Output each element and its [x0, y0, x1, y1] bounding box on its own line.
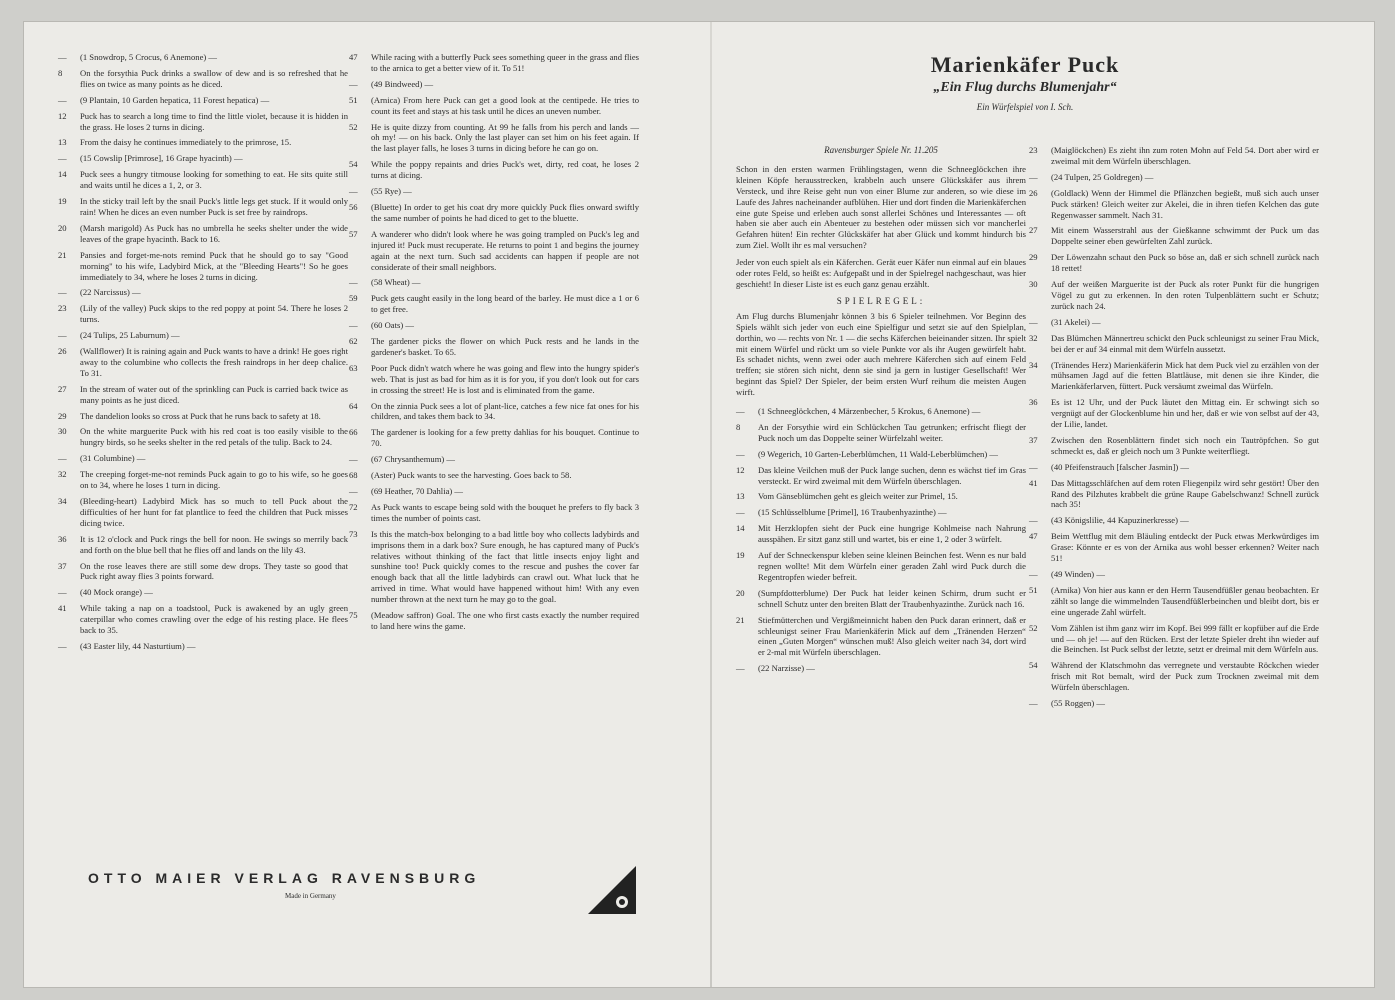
entry-number: 73 — [349, 528, 358, 539]
entry-text: (49 Winden) — — [1051, 569, 1105, 579]
entry-text: An der Forsythie wird ein Schlückchen Tau getrunken; erfrischt fliegt der Puck noch um das Doppelte seiner Würfelzahl weiter. — [758, 421, 1026, 443]
entry-text: From the daisy he continues immediately to the primrose, 15. — [80, 137, 292, 148]
game-subtitle: „Ein Flug durchs Blumenjahr“ — [933, 80, 1117, 95]
entry-number: 57 — [349, 228, 358, 239]
rule-entry — [58, 384, 348, 406]
rule-entry — [349, 229, 639, 273]
rule-entry — [1029, 435, 1319, 457]
entry-text: (58 Wheat) — — [371, 277, 421, 288]
entry-number: 37 — [1029, 434, 1038, 445]
entry-number: 37 — [58, 560, 67, 571]
rule-entry — [1029, 333, 1319, 355]
series-number: Ravensburger Spiele Nr. 11.205 — [824, 145, 938, 155]
rule-entry — [58, 52, 348, 63]
entry-number: — — [1029, 461, 1038, 472]
entry-text: A wanderer who didn't look where he was going trampled on Puck's leg and injured it! Puck must recuperate. He returns to point 1 and begins the journey again at the next turn. Such sad accidents can happen if people are not considerate of their small neighbors. — [371, 228, 639, 272]
entry-number: 27 — [58, 383, 67, 394]
rule-entry — [1029, 585, 1319, 618]
entry-text: Pansies and forget-me-nots remind Puck that he should go to say "Good morning" to his wife, Ladybird Mick, at the "Bleeding Hearts"! So he goes immediately to 34, where he loses 2 turns in dicing. — [80, 249, 348, 282]
entry-number: — — [349, 186, 358, 197]
entry-number: 21 — [736, 614, 745, 625]
rule-entry — [1029, 317, 1319, 328]
game-title: Marienkäfer Puck — [930, 52, 1120, 77]
rule-entry — [1029, 660, 1319, 693]
entry-number: 54 — [349, 159, 358, 170]
entry-number: 12 — [58, 110, 67, 121]
entry-number: — — [58, 330, 67, 341]
rule-entry — [736, 663, 1026, 674]
entry-number: 51 — [1029, 584, 1038, 595]
entry-text: Das kleine Veilchen muß der Puck lange suchen, denn es wächst tief im Gras versteckt. Er wird zweimal mit dem Würfeln überschlagen. — [758, 464, 1026, 486]
rule-entry — [1029, 623, 1319, 656]
entry-number: 20 — [736, 587, 745, 598]
entry-text: Der Löwenzahn schaut den Puck so böse an, daß er sich schnell zurück nach 18 rettet! — [1051, 252, 1319, 274]
entry-number: 19 — [58, 196, 67, 207]
entry-number: 27 — [1029, 225, 1038, 236]
entry-text: (43 Easter lily, 44 Nasturtium) — — [80, 640, 196, 651]
rule-entry — [349, 122, 639, 155]
entry-text: (55 Roggen) — — [1051, 698, 1105, 709]
entry-number: — — [1029, 515, 1038, 526]
entry-text: Poor Puck didn't watch where he was going and flew into the hungry spider's web. That is just as bad for him as it is for you, if you don't look out for cars in crossing the street! He is lost and is eliminated from the game. — [371, 362, 639, 395]
entry-text: (60 Oats) — — [371, 320, 414, 331]
rule-entry — [349, 202, 639, 224]
entry-number: 51 — [349, 94, 358, 105]
entry-number: — — [349, 454, 358, 465]
rule-entry — [1029, 531, 1319, 564]
entry-text: While the poppy repaints and dries Puck's wet, dirty, red coat, he loses 2 turns at dicing. — [371, 159, 639, 181]
entry-number: — — [58, 153, 67, 164]
rule-entry — [1029, 188, 1319, 221]
entry-text: (1 Schneeglöckchen, 4 Märzenbecher, 5 Krokus, 6 Anemone) — — [758, 406, 981, 417]
entry-text: While taking a nap on a toadstool, Puck is awakened by an ugly green caterpillar who comes crawling over the edge of his resting place. He flees back to 35. — [80, 603, 348, 636]
entry-text: The dandelion looks so cross at Puck that he runs back to safety at 18. — [80, 410, 321, 421]
entry-text: It is 12 o'clock and Puck rings the bell for noon. He swings so merrily back and forth on the blue bell that he flies off and lands on the lily 43. — [80, 533, 348, 555]
entry-text: Puck gets caught easily in the long beard of the barley. He must dice a 1 or 6 to get free. — [371, 293, 639, 315]
entry-text: (22 Narzisse) — — [758, 663, 815, 674]
entry-text: (9 Wegerich, 10 Garten-Leberblümchen, 11 Wald-Leberblümchen) — — [758, 448, 998, 459]
entry-number: 54 — [1029, 660, 1038, 671]
ravensburger-logo-icon — [586, 864, 638, 916]
rule-entry — [736, 491, 1026, 502]
rule-entry — [58, 196, 348, 218]
rule-entry — [58, 561, 348, 583]
entry-text: On the forsythia Puck drinks a swallow of dew and is so refreshed that he flies on twice as many points as he diced. — [80, 67, 348, 89]
rule-entry — [349, 502, 639, 524]
rule-entry — [349, 52, 639, 74]
entry-text: Zwischen den Rosenblättern findet sich noch ein Tautröpfchen. So gut schmeckt es, daß er gleich noch um 3 Punkte weiterfliegt. — [1051, 434, 1319, 456]
entry-number: 23 — [58, 303, 67, 314]
entry-number: 52 — [1029, 622, 1038, 633]
rule-entry — [58, 250, 348, 283]
entry-text: Während der Klatschmohn das verregnete und verstaubte Röckchen wieder frisch mit Rot bemalt, wird der Puck zum Trocknen zweimal mit dem Würfeln überschlagen. — [1051, 660, 1319, 693]
rule-entry — [349, 363, 639, 396]
english-column-2 — [349, 52, 639, 637]
rule-entry — [349, 159, 639, 181]
rule-entry — [736, 465, 1026, 487]
rule-entry — [1029, 252, 1319, 274]
entry-number: — — [1029, 569, 1038, 579]
entry-text: He is quite dizzy from counting. At 99 he falls from his perch and lands — oh my! — on his back. Only the last player can set him on his feet again. If the last player falls, he loses 3 turns in dicing before he can go on. — [371, 121, 639, 154]
entry-number: — — [58, 453, 67, 464]
entry-text: (Bluette) In order to get his coat dry more quickly Puck flies onward swiftly the same number of points he had diced to get to the bluette. — [371, 201, 639, 223]
entry-text: (Aster) Puck wants to see the harvesting. Goes back to 58. — [371, 470, 572, 481]
entry-text: (24 Tulips, 25 Laburnum) — — [80, 330, 180, 341]
rule-entry — [58, 346, 348, 379]
entry-number: — — [349, 78, 358, 89]
english-column-1 — [58, 52, 348, 657]
rule-entry — [58, 641, 348, 652]
rule-entry — [58, 287, 348, 298]
entry-text: (43 Königslilie, 44 Kapuzinerkresse) — — [1051, 515, 1189, 526]
rule-entry — [1029, 279, 1319, 312]
entry-number: 19 — [736, 550, 745, 561]
entry-text: Puck sees a hungry titmouse looking for something to eat. He sits quite still and waits until he dices a 1, 2, or 3. — [80, 169, 348, 191]
entry-text: (40 Mock orange) — — [80, 587, 153, 598]
entry-number: 32 — [58, 469, 67, 480]
entry-text: (Sumpfdotterblume) Der Puck hat leider keinen Schirm, drum sucht er schnell Schutz unter den breiten Blatt der Traubenhyazinthe. Zurück nach 16. — [758, 587, 1026, 609]
entry-number: 41 — [1029, 477, 1038, 488]
entry-text: (15 Cowslip [Primrose], 16 Grape hyacinth) — — [80, 153, 243, 164]
rule-entry — [58, 411, 348, 422]
intro-paragraph: Jeder von euch spielt als ein Käferchen. Gerät euer Käfer nun einmal auf ein blaues oder rotes Feld, so heißt es: Aufgepaßt und in der Spielregel nachgeschaut, was hier geschieht! In dieser Liste ist es euch ganz genau erzählt. — [736, 257, 1026, 289]
entry-number: 29 — [1029, 252, 1038, 263]
entry-text: (Meadow saffron) Goal. The one who first casts exactly the number required to land here wins the game. — [371, 610, 639, 631]
entry-text: Stiefmütterchen und Vergißmeinnicht haben den Puck daran erinnert, daß er schleunigst seiner Frau Marienkäferin Mick auf dem „Tränenden Herzen“ einen „Guten Morgen“ wünschen muß! Also gleich weiter nach 34, dort wird er 2-mal mit Würfeln überschlagen. — [758, 614, 1026, 658]
entry-number: — — [736, 507, 745, 518]
entry-number: — — [736, 448, 745, 459]
entry-text: (40 Pfeifenstrauch [falscher Jasmin]) — — [1051, 461, 1189, 472]
entry-text: Es ist 12 Uhr, und der Puck läutet den Mittag ein. Er schwingt sich so vergnügt auf der Glockenblume hin und her, daß er wie von selbst auf der 43, der Lilie, landet. — [1051, 397, 1319, 430]
entry-text: Is this the match-box belonging to a bad little boy who collects ladybirds and imprisons them in a dark box? Sure enough, he has captured many of Puck's relatives without thinking of the fact that little insects enjoy light and sunshine too! Puck quickly comes to the rescue and pushes the cover far enough back that all the little ladybirds can crawl out. What luck that he arrived in time. What would have happened without him! With any even number thrown at the next turn he may go to the goal. — [371, 528, 639, 605]
entry-number: 36 — [1029, 397, 1038, 408]
rule-entry — [58, 469, 348, 491]
entry-text: (31 Akelei) — — [1051, 316, 1101, 327]
rule-entry — [58, 95, 348, 106]
entry-text: Vom Gänseblümchen geht es gleich weiter zur Primel, 15. — [758, 491, 958, 502]
rule-entry — [349, 529, 639, 605]
rule-entry — [349, 79, 639, 90]
entry-number: 75 — [349, 610, 358, 621]
entry-text: (31 Columbine) — — [80, 453, 146, 464]
entry-number: — — [736, 406, 745, 417]
entry-number: 29 — [58, 410, 67, 421]
entry-number: — — [349, 320, 358, 331]
entry-text: (24 Tulpen, 25 Goldregen) — — [1051, 171, 1154, 182]
rule-entry — [736, 523, 1026, 545]
entry-number: 8 — [736, 421, 741, 432]
rule-entry — [736, 507, 1026, 518]
entry-text: (Maiglöckchen) Es zieht ihn zum roten Mohn auf Feld 54. Dort aber wird er zweimal mit dem Würfeln überschlagen. — [1051, 145, 1319, 166]
entry-text: (55 Rye) — — [371, 186, 412, 197]
entry-text: (Lily of the valley) Puck skips to the red poppy at point 54. There he loses 2 turns. — [80, 303, 348, 325]
entry-number: 64 — [349, 400, 358, 411]
entry-number: — — [58, 52, 67, 62]
entry-text: Mit einem Wasserstrahl aus der Gießkanne schwimmt der Puck um das Doppelte seiner eben gewürfelten Zahl zurück. — [1051, 225, 1319, 247]
entry-text: (Goldlack) Wenn der Himmel die Pflänzchen begießt, muß sich auch unser Puck stärken! Gleich weiter zur Akelei, die in ihren tiefen Kelchen das gute Regenwasser sammelt. Nach 31. — [1051, 187, 1319, 220]
entry-number: — — [58, 287, 67, 298]
rule-entry — [1029, 360, 1319, 393]
rule-entry — [349, 277, 639, 288]
intro-paragraph: Schon in den ersten warmen Frühlingstagen, wenn die Schneeglöckchen ihre kleinen Köpfe herausstrecken, krabbeln auch unsere Glückskäfer aus ihrem Versteck, und ihre Reise geht nun von einer Blume zur anderen, so wie diese im Laufe des Jahres nacheinander aufblühen. Hier und dort finden die Marienkäferchen eine gute Speise und erleben auch sonst allerlei Schönes und Interessantes — oft haben sie aber auch ein Abenteuer zu bestehen oder müssen sich vor mancherlei Gefahren hüten! Ein rechter Glückskäfer hat aber Glück und kommt hindurch bis zum Ziel. Wollt ihr es mal versuchen? — [736, 163, 1026, 251]
rule-entry — [349, 320, 639, 331]
entry-number: 68 — [349, 470, 358, 481]
entry-number: 62 — [349, 336, 358, 347]
made-in-label: Made in Germany — [285, 892, 336, 900]
rule-entry — [1029, 478, 1319, 511]
rule-entry — [58, 111, 348, 133]
rule-entry — [1029, 172, 1319, 183]
entry-text: Puck has to search a long time to find the little violet, because it is hidden in the grass. He loses 2 turns in dicing. — [80, 110, 348, 132]
rule-entry — [58, 426, 348, 448]
entry-text: (69 Heather, 70 Dahlia) — — [371, 486, 464, 496]
entry-number: 14 — [736, 523, 745, 534]
entry-number: 72 — [349, 501, 358, 512]
german-column-1 — [736, 145, 1026, 679]
entry-number: 47 — [1029, 531, 1038, 542]
entry-number: — — [349, 486, 358, 496]
entry-text: On the rose leaves there are still some dew drops. They taste so good that Puck right away flies 3 points forward. — [80, 560, 348, 582]
entry-number: — — [1029, 171, 1038, 182]
entry-number: — — [58, 94, 67, 105]
rule-entry — [58, 137, 348, 148]
rule-entry — [58, 453, 348, 464]
entry-number: 30 — [1029, 279, 1038, 290]
entry-number: 12 — [736, 464, 745, 475]
entry-text: (Wallflower) It is raining again and Puck wants to have a drink! He goes right away to the columbine who collects the fresh raindrops in her deep chalice. To 31. — [80, 346, 348, 378]
entry-text: The gardener is looking for a few pretty dahlias for his bouquet. Continue to 70. — [371, 427, 639, 449]
rule-entry — [1029, 515, 1319, 526]
rule-entry — [349, 427, 639, 449]
rule-entry — [736, 422, 1026, 444]
rule-entry — [736, 588, 1026, 610]
german-column-2 — [1029, 145, 1319, 714]
rules-heading: SPIELREGEL: — [836, 295, 926, 306]
rule-entry — [1029, 225, 1319, 247]
rule-entry — [349, 336, 639, 358]
entry-number: 26 — [1029, 187, 1038, 198]
entry-number: 13 — [736, 491, 745, 502]
sheet-fold — [710, 22, 712, 987]
rule-entry — [58, 169, 348, 191]
entry-text: (Tränendes Herz) Marienkäferin Mick hat dem Puck viel zu erzählen von der mühsamen Jagd auf die fetten Blattläuse, mit denen sie ihre Kinder, die Marienkäferlarven, füttert. Puck versäumt zweimal das Würfeln. — [1051, 359, 1319, 392]
entry-number: 63 — [349, 362, 358, 373]
entry-text: (Arnica) From here Puck can get a good look at the centipede. He tries to count its feet and stays at his task until he dices an uneven number. — [371, 94, 639, 116]
rule-entry — [1029, 569, 1319, 580]
rules-paragraph: Am Flug durchs Blumenjahr können 3 bis 6 Spieler teilnehmen. Vor Beginn des Spiels wählt sich jeder von euch eine Spielfigur und setzt sie auf den Spielplan, dorthin, wo — rechts von Nr. 1 — die sechs Käferchen beieinander sitzen. Ihr spielt mit einem Würfel und rückt um so viele Punkte vor als ihr Augen gewürfelt habt. Es schadet nichts, wenn zwei oder auch mehrere Käferchen sich auf einem Feld treffen; sie stören sich nicht, denn sie sind ja gern in lustiger Gesellschaft! Wer beginnt das Spiel? Der Spieler, der beim ersten Wurf reihum die meisten Augen wirft. — [736, 310, 1026, 398]
entry-text: The gardener picks the flower on which Puck rests and he lands in the gardener's basket. To 65. — [371, 336, 639, 357]
rule-entry — [349, 454, 639, 465]
rule-entry — [349, 186, 639, 197]
entry-text: On the zinnia Puck sees a lot of plant-lice, catches a few nice fat ones for his children, and takes them back to 34. — [371, 400, 639, 422]
entry-number: — — [58, 587, 67, 598]
german-entries-1 — [736, 406, 1026, 674]
entry-number: 66 — [349, 427, 358, 438]
rule-entry — [58, 603, 348, 636]
entry-text: As Puck wants to escape being sold with the bouquet he prefers to fly back 3 times the number of points cast. — [371, 501, 639, 523]
entry-text: (Arnika) Von hier aus kann er den Herrn Tausendfüßler genau beobachten. Er zählt so lange die wimmelnden Tausendfüßlerbeinchen und bleibt dort, bis er eine ungerade Zahl würfelt. — [1051, 584, 1319, 617]
rule-entry — [58, 153, 348, 164]
entry-number: 14 — [58, 169, 67, 180]
entry-text: (1 Snowdrop, 5 Crocus, 6 Anemone) — — [80, 52, 218, 62]
rule-entry — [58, 534, 348, 556]
entry-number: — — [736, 663, 745, 674]
entry-text: Mit Herzklopfen sieht der Puck eine hungrige Kohlmeise nach Nahrung ausspähen. Er sitzt ganz still und wartet, bis er eine 1, 2 oder 3 würfelt. — [758, 523, 1026, 545]
entry-number: 47 — [349, 52, 358, 62]
entry-text: In the sticky trail left by the snail Puck's little legs get stuck. If it would only rain! When he dices an even number Puck is set free by raindrops. — [80, 196, 348, 217]
rule-entry — [736, 449, 1026, 460]
entry-text: Vom Zählen ist ihm ganz wirr im Kopf. Bei 999 fällt er kopfüber auf die Erde und — oh je! — auf den Rücken. Erst der letzte Spieler dreht ihn wieder auf die Beinchen. Ist Puck selbst der letzte, setzt er dreimal mit dem Würfeln aus. — [1051, 622, 1319, 655]
entry-number: 41 — [58, 603, 67, 614]
entry-text: Das Blümchen Männertreu schickt den Puck schleunigst zu seiner Frau Mick, bei der er auf 34 einmal mit dem Würfeln aussetzt. — [1051, 332, 1319, 354]
entry-number: — — [1029, 698, 1038, 709]
entry-number: 59 — [349, 293, 358, 304]
entry-number: 34 — [1029, 359, 1038, 370]
entry-text: Auf der weißen Marguerite ist der Puck als roter Punkt für die hungrigen Vögel zu gut zu erkennen. In den roten Tulpenblättern sucht er Schutz; zurück nach 24. — [1051, 279, 1319, 311]
rule-entry — [58, 330, 348, 341]
entry-number: 26 — [58, 346, 67, 357]
rule-entry — [736, 406, 1026, 417]
rule-entry — [736, 615, 1026, 659]
title-block — [860, 52, 1190, 112]
entry-text: The creeping forget-me-not reminds Puck again to go to his wife, so he goes on to 34, where he loses 1 turn in dicing. — [80, 469, 348, 491]
entry-number: 8 — [58, 67, 63, 78]
entry-number: 34 — [58, 496, 67, 506]
entry-text: (Marsh marigold) As Puck has no umbrella he seeks shelter under the wide leaves of the grape hyacinth. Back to 16. — [80, 222, 348, 244]
publisher-name: OTTO MAIER VERLAG RAVENSBURG — [88, 870, 481, 886]
entry-text: While racing with a butterfly Puck sees something queer in the grass and flies to the arnica to get a better view of it. To 51! — [371, 52, 639, 73]
rule-entry — [349, 95, 639, 117]
entry-number: 23 — [1029, 145, 1038, 155]
entry-number: 56 — [349, 201, 358, 212]
rule-entry — [58, 303, 348, 325]
entry-number: — — [58, 640, 67, 651]
entry-number: 36 — [58, 533, 67, 544]
entry-number: 21 — [58, 249, 67, 260]
rule-entry — [349, 293, 639, 315]
rule-entry — [349, 470, 639, 481]
entry-text: (15 Schlüsselblume [Primel], 16 Traubenhyazinthe) — — [758, 507, 947, 518]
rule-entry — [58, 496, 348, 529]
game-author: Ein Würfelspiel von I. Sch. — [976, 102, 1074, 112]
rule-entry — [349, 610, 639, 632]
entry-text: (Bleeding-heart) Ladybird Mick has so much to tell Puck about the difficulties of her hunt for fat plantlice to feed the children that Puck misses dicing twice. — [80, 496, 348, 528]
entry-text: (49 Bindweed) — — [371, 78, 434, 89]
entry-text: (67 Chrysanthemum) — — [371, 454, 456, 465]
entry-number: 30 — [58, 426, 67, 437]
rule-entry — [58, 223, 348, 245]
entry-text: (22 Narcissus) — — [80, 287, 141, 298]
entry-number: 13 — [58, 137, 67, 148]
rule-entry — [1029, 462, 1319, 473]
rule-entry — [1029, 397, 1319, 430]
entry-text: Beim Wettflug mit dem Bläuling entdeckt der Puck etwas Merkwürdiges im Grase: Könnte er es von der Arnika aus wohl besser erkennen? Weiter nach 51! — [1051, 531, 1319, 564]
entry-text: Auf der Schneckenspur kleben seine kleinen Beinchen fest. Wenn es nur bald regnen wollte! Mit dem Würfeln einer geraden Zahl wird Puck durch die Regentropfen wieder befreit. — [758, 550, 1026, 582]
rule-entry — [736, 550, 1026, 583]
entry-number: 52 — [349, 121, 358, 132]
entry-number: — — [349, 277, 358, 288]
entry-number: 20 — [58, 222, 67, 233]
rule-entry — [58, 587, 348, 598]
entry-number: — — [1029, 316, 1038, 327]
entry-text: On the white marguerite Puck with his red coat is too easily visible to the hungry birds, so he seeks shelter in the red petals of the tulip. Back to 24. — [80, 426, 348, 448]
entry-text: (9 Plantain, 10 Garden hepatica, 11 Forest hepatica) — — [80, 94, 270, 105]
rule-entry — [349, 486, 639, 497]
entry-text: In the stream of water out of the sprinkling can Puck is carried back twice as many points as he just diced. — [80, 383, 348, 405]
rule-entry — [349, 401, 639, 423]
rule-entry — [1029, 698, 1319, 709]
rule-entry — [1029, 145, 1319, 167]
entry-number: 32 — [1029, 332, 1038, 343]
entry-text: Das Mittagsschläfchen auf dem roten Fliegenpilz wird sehr gestört! Über den Rand des Pilzhutes krabbelt die grüne Raupe Gabelschwanz! Schnell zurück nach 35! — [1051, 477, 1319, 510]
rule-entry — [58, 68, 348, 90]
